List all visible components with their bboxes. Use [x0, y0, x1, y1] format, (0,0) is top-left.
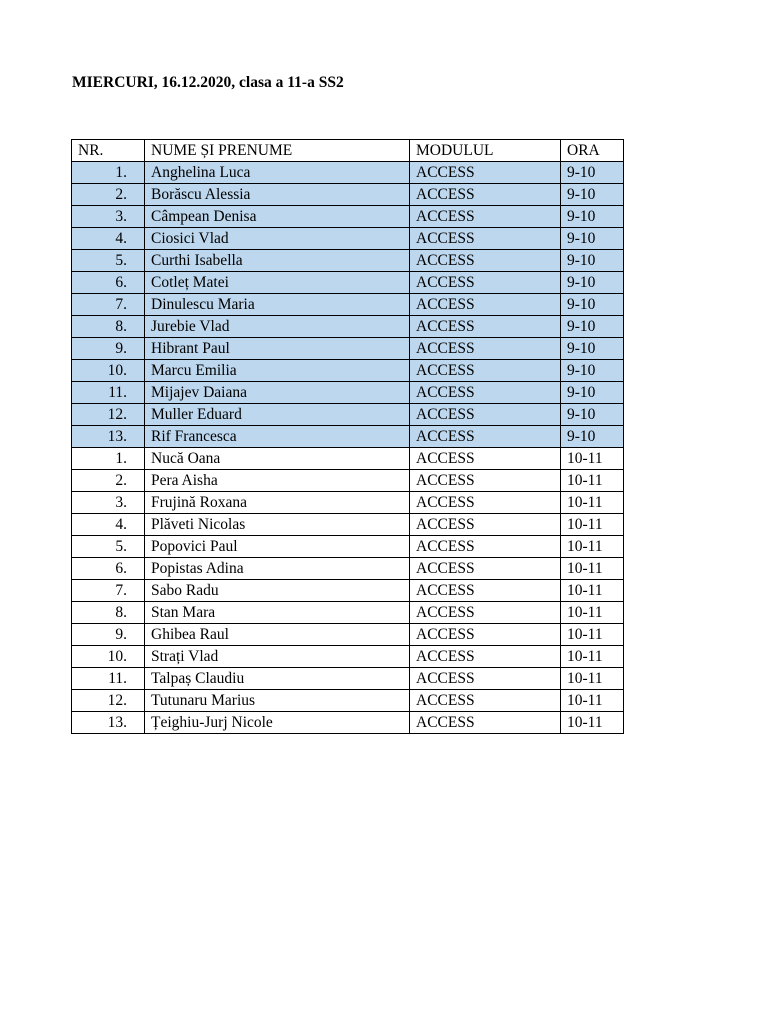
table-row: [72, 690, 624, 712]
cell-nr: 8.: [72, 602, 145, 624]
cell-hour: 9-10: [561, 426, 624, 448]
cell-hour: 10-11: [561, 448, 624, 470]
cell-nr: 12.: [72, 690, 145, 712]
table-row: [72, 338, 624, 360]
cell-module: ACCESS: [410, 536, 561, 558]
cell-module: ACCESS: [410, 580, 561, 602]
table-row: [72, 668, 624, 690]
cell-module: ACCESS: [410, 382, 561, 404]
cell-module: ACCESS: [410, 690, 561, 712]
column-header-hour: ORA: [561, 140, 624, 162]
cell-module: ACCESS: [410, 514, 561, 536]
table-row: [72, 602, 624, 624]
cell-module: ACCESS: [410, 668, 561, 690]
cell-hour: 9-10: [561, 316, 624, 338]
cell-name: Rif Francesca: [145, 426, 410, 448]
cell-name: Muller Eduard: [145, 404, 410, 426]
cell-hour: 9-10: [561, 272, 624, 294]
cell-nr: 12.: [72, 404, 145, 426]
cell-nr: 6.: [72, 558, 145, 580]
table-row: [72, 404, 624, 426]
cell-module: ACCESS: [410, 272, 561, 294]
cell-name: Nucă Oana: [145, 448, 410, 470]
cell-hour: 9-10: [561, 338, 624, 360]
cell-name: Cotleț Matei: [145, 272, 410, 294]
cell-name: Tutunaru Marius: [145, 690, 410, 712]
table-row: [72, 250, 624, 272]
schedule-table: [71, 139, 624, 734]
table-row: [72, 470, 624, 492]
cell-name: Mijajev Daiana: [145, 382, 410, 404]
cell-nr: 5.: [72, 250, 145, 272]
cell-module: ACCESS: [410, 206, 561, 228]
cell-module: ACCESS: [410, 426, 561, 448]
cell-nr: 7.: [72, 580, 145, 602]
cell-hour: 10-11: [561, 690, 624, 712]
cell-nr: 4.: [72, 514, 145, 536]
table-row: [72, 426, 624, 448]
cell-name: Sabo Radu: [145, 580, 410, 602]
table-row: [72, 514, 624, 536]
cell-module: ACCESS: [410, 184, 561, 206]
cell-nr: 2.: [72, 184, 145, 206]
cell-hour: 9-10: [561, 382, 624, 404]
cell-module: ACCESS: [410, 448, 561, 470]
cell-nr: 9.: [72, 624, 145, 646]
cell-nr: 10.: [72, 646, 145, 668]
cell-hour: 10-11: [561, 558, 624, 580]
cell-nr: 3.: [72, 492, 145, 514]
cell-hour: 9-10: [561, 184, 624, 206]
cell-hour: 9-10: [561, 206, 624, 228]
table-row: [72, 492, 624, 514]
cell-name: Curthi Isabella: [145, 250, 410, 272]
table-row: [72, 184, 624, 206]
table-row: [72, 360, 624, 382]
column-header-module: MODULUL: [410, 140, 561, 162]
table-row: [72, 294, 624, 316]
cell-name: Borăscu Alessia: [145, 184, 410, 206]
cell-name: Ciosici Vlad: [145, 228, 410, 250]
cell-name: Talpaș Claudiu: [145, 668, 410, 690]
table-body: [72, 162, 624, 734]
cell-name: Anghelina Luca: [145, 162, 410, 184]
cell-hour: 10-11: [561, 624, 624, 646]
cell-name: Frujină Roxana: [145, 492, 410, 514]
cell-hour: 9-10: [561, 250, 624, 272]
cell-hour: 10-11: [561, 470, 624, 492]
cell-name: Ghibea Raul: [145, 624, 410, 646]
cell-module: ACCESS: [410, 404, 561, 426]
cell-hour: 10-11: [561, 580, 624, 602]
column-header-nr: NR.: [72, 140, 145, 162]
cell-module: ACCESS: [410, 250, 561, 272]
cell-module: ACCESS: [410, 338, 561, 360]
table-row: [72, 536, 624, 558]
cell-nr: 4.: [72, 228, 145, 250]
table-header-row: [72, 140, 624, 162]
column-header-name: NUME ȘI PRENUME: [145, 140, 410, 162]
cell-module: ACCESS: [410, 360, 561, 382]
cell-name: Plăveti Nicolas: [145, 514, 410, 536]
cell-module: ACCESS: [410, 492, 561, 514]
cell-hour: 9-10: [561, 360, 624, 382]
table-row: [72, 712, 624, 734]
cell-nr: 3.: [72, 206, 145, 228]
cell-name: Hibrant Paul: [145, 338, 410, 360]
cell-module: ACCESS: [410, 624, 561, 646]
cell-module: ACCESS: [410, 712, 561, 734]
table-row: [72, 448, 624, 470]
cell-nr: 6.: [72, 272, 145, 294]
table-row: [72, 206, 624, 228]
cell-hour: 9-10: [561, 294, 624, 316]
cell-nr: 7.: [72, 294, 145, 316]
cell-hour: 10-11: [561, 668, 624, 690]
cell-module: ACCESS: [410, 294, 561, 316]
cell-nr: 5.: [72, 536, 145, 558]
cell-module: ACCESS: [410, 316, 561, 338]
table-row: [72, 382, 624, 404]
cell-hour: 10-11: [561, 536, 624, 558]
cell-hour: 10-11: [561, 492, 624, 514]
cell-nr: 8.: [72, 316, 145, 338]
cell-name: Popistas Adina: [145, 558, 410, 580]
cell-hour: 10-11: [561, 646, 624, 668]
table-row: [72, 558, 624, 580]
table-row: [72, 228, 624, 250]
table-row: [72, 580, 624, 602]
page-title: MIERCURI, 16.12.2020, clasa a 11-a SS2: [72, 74, 344, 91]
cell-module: ACCESS: [410, 558, 561, 580]
cell-nr: 1.: [72, 162, 145, 184]
cell-name: Câmpean Denisa: [145, 206, 410, 228]
cell-nr: 13.: [72, 712, 145, 734]
cell-module: ACCESS: [410, 646, 561, 668]
cell-name: Popovici Paul: [145, 536, 410, 558]
cell-name: Marcu Emilia: [145, 360, 410, 382]
table-row: [72, 316, 624, 338]
cell-module: ACCESS: [410, 162, 561, 184]
cell-nr: 11.: [72, 382, 145, 404]
cell-hour: 9-10: [561, 162, 624, 184]
cell-nr: 13.: [72, 426, 145, 448]
cell-name: Dinulescu Maria: [145, 294, 410, 316]
table-row: [72, 162, 624, 184]
cell-module: ACCESS: [410, 602, 561, 624]
cell-name: Stan Mara: [145, 602, 410, 624]
cell-module: ACCESS: [410, 470, 561, 492]
cell-nr: 1.: [72, 448, 145, 470]
cell-name: Jurebie Vlad: [145, 316, 410, 338]
cell-hour: 9-10: [561, 404, 624, 426]
cell-nr: 11.: [72, 668, 145, 690]
table-row: [72, 272, 624, 294]
table-row: [72, 646, 624, 668]
cell-module: ACCESS: [410, 228, 561, 250]
cell-hour: 10-11: [561, 514, 624, 536]
cell-nr: 9.: [72, 338, 145, 360]
cell-hour: 10-11: [561, 602, 624, 624]
cell-nr: 10.: [72, 360, 145, 382]
cell-name: Strați Vlad: [145, 646, 410, 668]
cell-name: Pera Aisha: [145, 470, 410, 492]
cell-nr: 2.: [72, 470, 145, 492]
cell-hour: 9-10: [561, 228, 624, 250]
cell-name: Țeighiu-Jurj Nicole: [145, 712, 410, 734]
cell-hour: 10-11: [561, 712, 624, 734]
table-row: [72, 624, 624, 646]
